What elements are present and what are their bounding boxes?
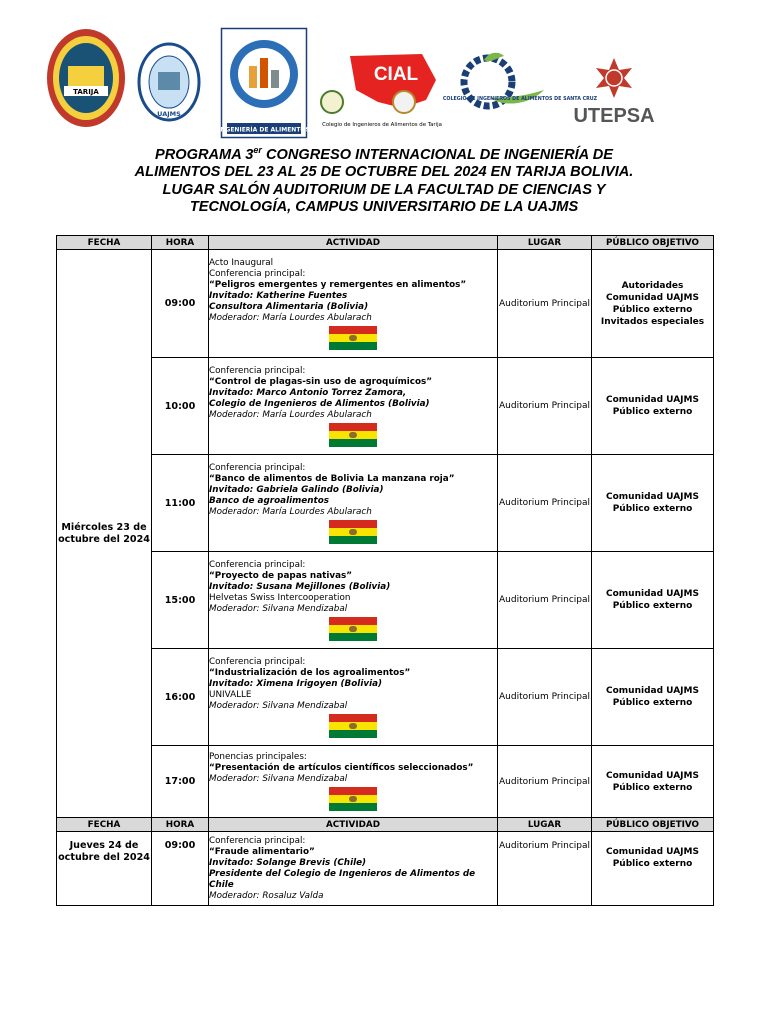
cial-caption: Colegio de Ingenieros de Alimentos de Tarija xyxy=(322,122,442,128)
audience-cell: Comunidad UAJMS Público externo xyxy=(592,358,714,455)
venue-cell: Auditorium Principal xyxy=(498,455,592,552)
header-actividad: ACTIVIDAD xyxy=(209,818,498,832)
faculty-seal-icon xyxy=(138,42,200,122)
venue-cell: Auditorium Principal xyxy=(498,552,592,649)
time-cell: 09:00 xyxy=(152,832,209,906)
activity-cell: Conferencia principal: “Fraude alimentario” Invitado: Solange Brevis (Chile) Presidente del Colegio de Ingenieros de Alimentos de Chile Moderador: Rosaluz Valda xyxy=(209,832,498,906)
page-title xyxy=(60,142,708,217)
logo3-text: INGENIERÍA DE ALIMENTOS xyxy=(218,126,310,134)
time-cell: 17:00 xyxy=(152,746,209,818)
audience-cell: Comunidad UAJMS Público externo xyxy=(592,649,714,746)
utepsa-text: UTEPSA xyxy=(573,105,655,127)
activity-cell: Conferencia principal: “Proyecto de papas nativas” Invitado: Susana Mejillones (Bolivia) Helvetas Swiss Intercooperation Moderador: Silvana Mendizabal xyxy=(209,552,498,649)
venue-cell: Auditorium Principal xyxy=(498,649,592,746)
venue-cell: Auditorium Principal xyxy=(498,832,592,906)
title-line-2: ALIMENTOS DEL 23 AL 25 DE OCTUBRE DEL 2024 EN TARIJA BOLIVIA. xyxy=(134,164,634,181)
logo5-text: COLEGIO DE INGENIEROS DE ALIMENTOS DE SANTA CRUZ xyxy=(442,97,598,102)
time-cell: 09:00 xyxy=(152,250,209,358)
table-header-row xyxy=(57,818,714,832)
logo-bar xyxy=(0,0,768,140)
faculty-seal-text: UAJMS xyxy=(157,110,181,118)
audience-cell: Comunidad UAJMS Público externo xyxy=(592,455,714,552)
activity-cell: Conferencia principal: “Banco de alimentos de Bolivia La manzana roja” Invitado: Gabriela Galindo (Bolivia) Banco de agroalimentos Moderador: María Lourdes Abularach xyxy=(209,455,498,552)
bolivia-flag-icon xyxy=(329,714,377,738)
gear-leaf-icon xyxy=(442,46,598,122)
venue-cell: Auditorium Principal xyxy=(498,746,592,818)
bolivia-flag-icon xyxy=(329,326,377,350)
time-cell: 15:00 xyxy=(152,552,209,649)
header-hora: HORA xyxy=(152,818,209,832)
activity-cell: Conferencia principal: “Industrialización de los agroalimentos” Invitado: Ximena Irigoyen (Bolivia) UNIVALLE Moderador: Silvana Mendizabal xyxy=(209,649,498,746)
header-publico: PÚBLICO OBJETIVO xyxy=(592,818,714,832)
date-cell-day1: Miércoles 23 de octubre del 2024 xyxy=(57,250,152,818)
title-line-1: PROGRAMA 3er CONGRESO INTERNACIONAL DE INGENIERÍA DE xyxy=(155,145,613,163)
header-lugar: LUGAR xyxy=(498,818,592,832)
table-row xyxy=(57,250,714,358)
university-seal-icon xyxy=(46,28,126,128)
header-hora: HORA xyxy=(152,236,209,250)
table-row xyxy=(57,455,714,552)
venue-cell: Auditorium Principal xyxy=(498,358,592,455)
header-fecha: FECHA xyxy=(57,818,152,832)
bolivia-flag-icon xyxy=(329,787,377,811)
audience-cell: Comunidad UAJMS Público externo xyxy=(592,552,714,649)
title-line-3: LUGAR SALÓN AUDITORIUM DE LA FACULTAD DE CIENCIAS Y xyxy=(162,181,606,198)
audience-cell: Comunidad UAJMS Público externo xyxy=(592,832,714,906)
table-row xyxy=(57,552,714,649)
date-cell-day2: Jueves 24 de octubre del 2024 xyxy=(57,832,152,906)
activity-cell: Acto Inaugural Conferencia principal: “Peligros emergentes y remergentes en alimentos” Invitado: Katherine Fuentes Consultora Alimentaria (Bolivia) Moderador: María Lourdes Abularach xyxy=(209,250,498,358)
gear-icon xyxy=(218,28,310,138)
bolivia-flag-icon xyxy=(329,520,377,544)
table-header-row xyxy=(57,236,714,250)
table-row xyxy=(57,832,714,906)
audience-cell: Comunidad UAJMS Público externo xyxy=(592,746,714,818)
table-row xyxy=(57,746,714,818)
bolivia-flag-icon xyxy=(329,617,377,641)
star-u-icon xyxy=(566,56,662,126)
activity-cell: Ponencias principales: “Presentación de artículos científicos seleccionados” Moderador: Silvana Mendizabal xyxy=(209,746,498,818)
activity-cell: Conferencia principal: “Control de plagas-sin uso de agroquímicos” Invitado: Marco Antonio Torrez Zamora, Colegio de Ingenieros de Alimentos (Bolivia) Moderador: María Lourdes Abularach xyxy=(209,358,498,455)
cial-text: CIAL xyxy=(373,64,419,85)
header-publico: PÚBLICO OBJETIVO xyxy=(592,236,714,250)
header-actividad: ACTIVIDAD xyxy=(209,236,498,250)
seal-text: TARIJA xyxy=(73,88,99,96)
venue-cell: Auditorium Principal xyxy=(498,250,592,358)
table-row xyxy=(57,358,714,455)
time-cell: 11:00 xyxy=(152,455,209,552)
header-fecha: FECHA xyxy=(57,236,152,250)
bolivia-map-icon xyxy=(318,50,442,130)
title-line-4: TECNOLOGÍA, CAMPUS UNIVERSITARIO DE LA UAJMS xyxy=(189,199,579,216)
time-cell: 10:00 xyxy=(152,358,209,455)
table-row xyxy=(57,649,714,746)
header-lugar: LUGAR xyxy=(498,236,592,250)
audience-cell: Autoridades Comunidad UAJMS Público externo Invitados especiales xyxy=(592,250,714,358)
program-table xyxy=(56,235,714,906)
time-cell: 16:00 xyxy=(152,649,209,746)
bolivia-flag-icon xyxy=(329,423,377,447)
